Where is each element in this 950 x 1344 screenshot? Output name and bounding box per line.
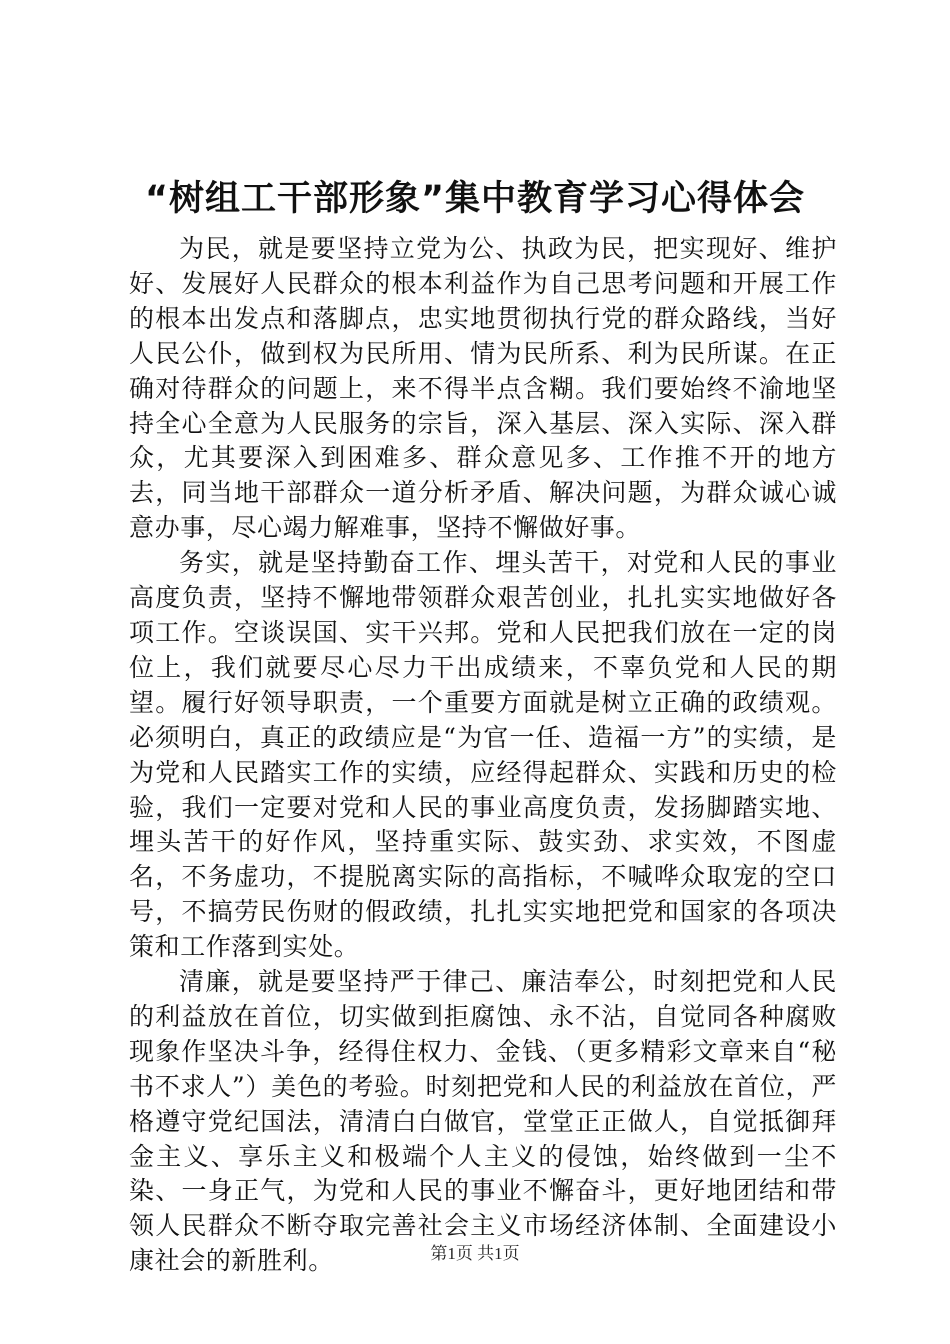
paragraph-qinglian: 清廉，就是要坚持严于律己、廉洁奉公，时刻把党和人民的利益放在首位，切实做到拒腐蚀、永不沾，自觉同各种腐败现象作坚决斗争，经得住权力、金钱、（更多精彩文章来自“秘书不求人”）美色的考验。时刻把党和人民的利益放在首位，严格遵守党纪国法，清清白白做官，堂堂正正做人，自觉抵御拜金主义、享乐主义和极端个人主义的侵蚀，始终做到一尘不染、一身正气，为党和人民的事业不懈奋斗，更好地团结和带领人民群众不断夺取完善社会主义市场经济体制、全面建设小康社会的新胜利。 [129,967,837,1276]
paragraph-weimin: 为民，就是要坚持立党为公、执政为民，把实现好、维护好、发展好人民群众的根本利益作为自己思考问题和开展工作的根本出发点和落脚点，忠实地贯彻执行党的群众路线，当好人民公仆，做到权为民所用、情为民所系、利为民所谋。在正确对待群众的问题上，来不得半点含糊。我们要始终不渝地坚持全心全意为人民服务的宗旨，深入基层、深入实际、深入群众，尤其要深入到困难多、群众意见多、工作推不开的地方去，同当地干部群众一道分析矛盾、解决问题，为群众诚心诚意办事，尽心竭力解难事，坚持不懈做好事。 [129,234,837,543]
document-body [129,232,837,1279]
page-number-footer: 第1页 共1页 [430,1244,520,1263]
paragraph-wushi: 务实，就是坚持勤奋工作、埋头苦干，对党和人民的事业高度负责，坚持不懈地带领群众艰苦创业，扎扎实实地做好各项工作。空谈误国、实干兴邦。党和人民把我们放在一定的岗位上，我们就要尽心尽力干出成绩来，不辜负党和人民的期望。履行好领导职责，一个重要方面就是树立正确的政绩观。必须明白，真正的政绩应是“为官一任、造福一方”的实绩，是为党和人民踏实工作的实绩，应经得起群众、实践和历史的检验，我们一定要对党和人民的事业高度负责，发扬脚踏实地、埋头苦干的好作风，坚持重实际、鼓实劲、求实效，不图虚名，不务虚功，不提脱离实际的高指标，不喊哗众取宠的空口号，不搞劳民伤财的假政绩，扎扎实实地把党和国家的各项决策和工作落到实处。 [129,548,837,962]
document-title: “树组工干部形象”集中教育学习心得体会 [144,179,805,219]
